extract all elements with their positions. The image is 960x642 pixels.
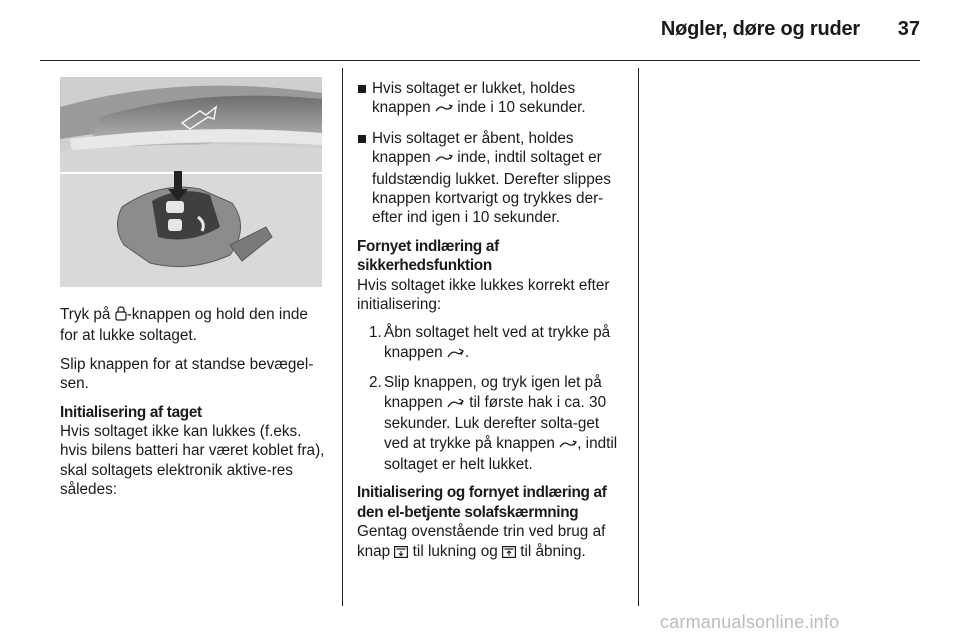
header-rule (40, 60, 920, 61)
paragraph: Tryk på -knappen og hold den inde for at lukke soltaget. (60, 306, 308, 345)
paragraph: Hvis soltaget ikke kan lukkes (f.eks. hvis bilens batteri har været koblet fra), skal soltagets elektronik aktive-res således: (60, 423, 325, 499)
step-list (357, 323, 627, 474)
paragraph: Slip knappen for at standse bevægel-sen. (60, 355, 314, 393)
list-item: 1. Åbn soltaget helt ved at trykke på knappen . (357, 323, 627, 364)
heading-roof-init: Initialisering af taget (60, 403, 202, 421)
paragraph: Hvis soltaget ikke lukkes korrekt efter initialisering: (357, 276, 610, 314)
sunroof-close-icon (435, 100, 453, 119)
sunroof-close-icon (559, 436, 577, 455)
page-number: 37 (897, 18, 920, 40)
heading-safety-relearn: Fornyet indlæring af sikkerhedsfunktion (357, 237, 499, 275)
watermark: carmanualsonline.info (660, 612, 840, 632)
sunroof-key-illustration (60, 77, 322, 287)
sunshade-open-icon (502, 544, 516, 563)
column-middle (357, 79, 627, 572)
list-item: Hvis soltaget er åbent, holdes knappen inde, indtil soltaget er fuldstændig lukket. Derefter slippes knappen kortvarigt og trykkes der-efter ind igen i 10 sekunder. (357, 129, 627, 228)
sunroof-open-icon (447, 345, 465, 364)
paragraph: Gentag ovenstående trin ved brug af knap til lukning og til åbning. (357, 522, 627, 563)
heading-sunshade-init: Initialisering og fornyet indlæring af den el-betjente solafskærmning (357, 484, 607, 521)
key-fob-drawing (60, 77, 322, 287)
bullet-square-icon (358, 85, 366, 93)
section-title: Nøgler, døre og ruder (660, 18, 860, 40)
list-item: 2. Slip knappen, og tryk igen let på knappen til første hak i ca. 30 sekunder. Luk derefter solta-get ved at trykke på knappen , indtil soltaget er helt lukket. (369, 374, 618, 473)
sunroof-close-icon (435, 150, 453, 169)
column-left (60, 305, 328, 509)
sunshade-close-icon (394, 544, 408, 563)
key-lock-icon (115, 306, 127, 326)
column-divider (342, 68, 343, 606)
bullet-square-icon (358, 135, 366, 143)
list-item: Hvis soltaget er lukket, holdes knappen inde i 10 sekunder. (357, 79, 627, 120)
sunroof-open-icon (447, 395, 465, 414)
column-divider (638, 68, 639, 606)
